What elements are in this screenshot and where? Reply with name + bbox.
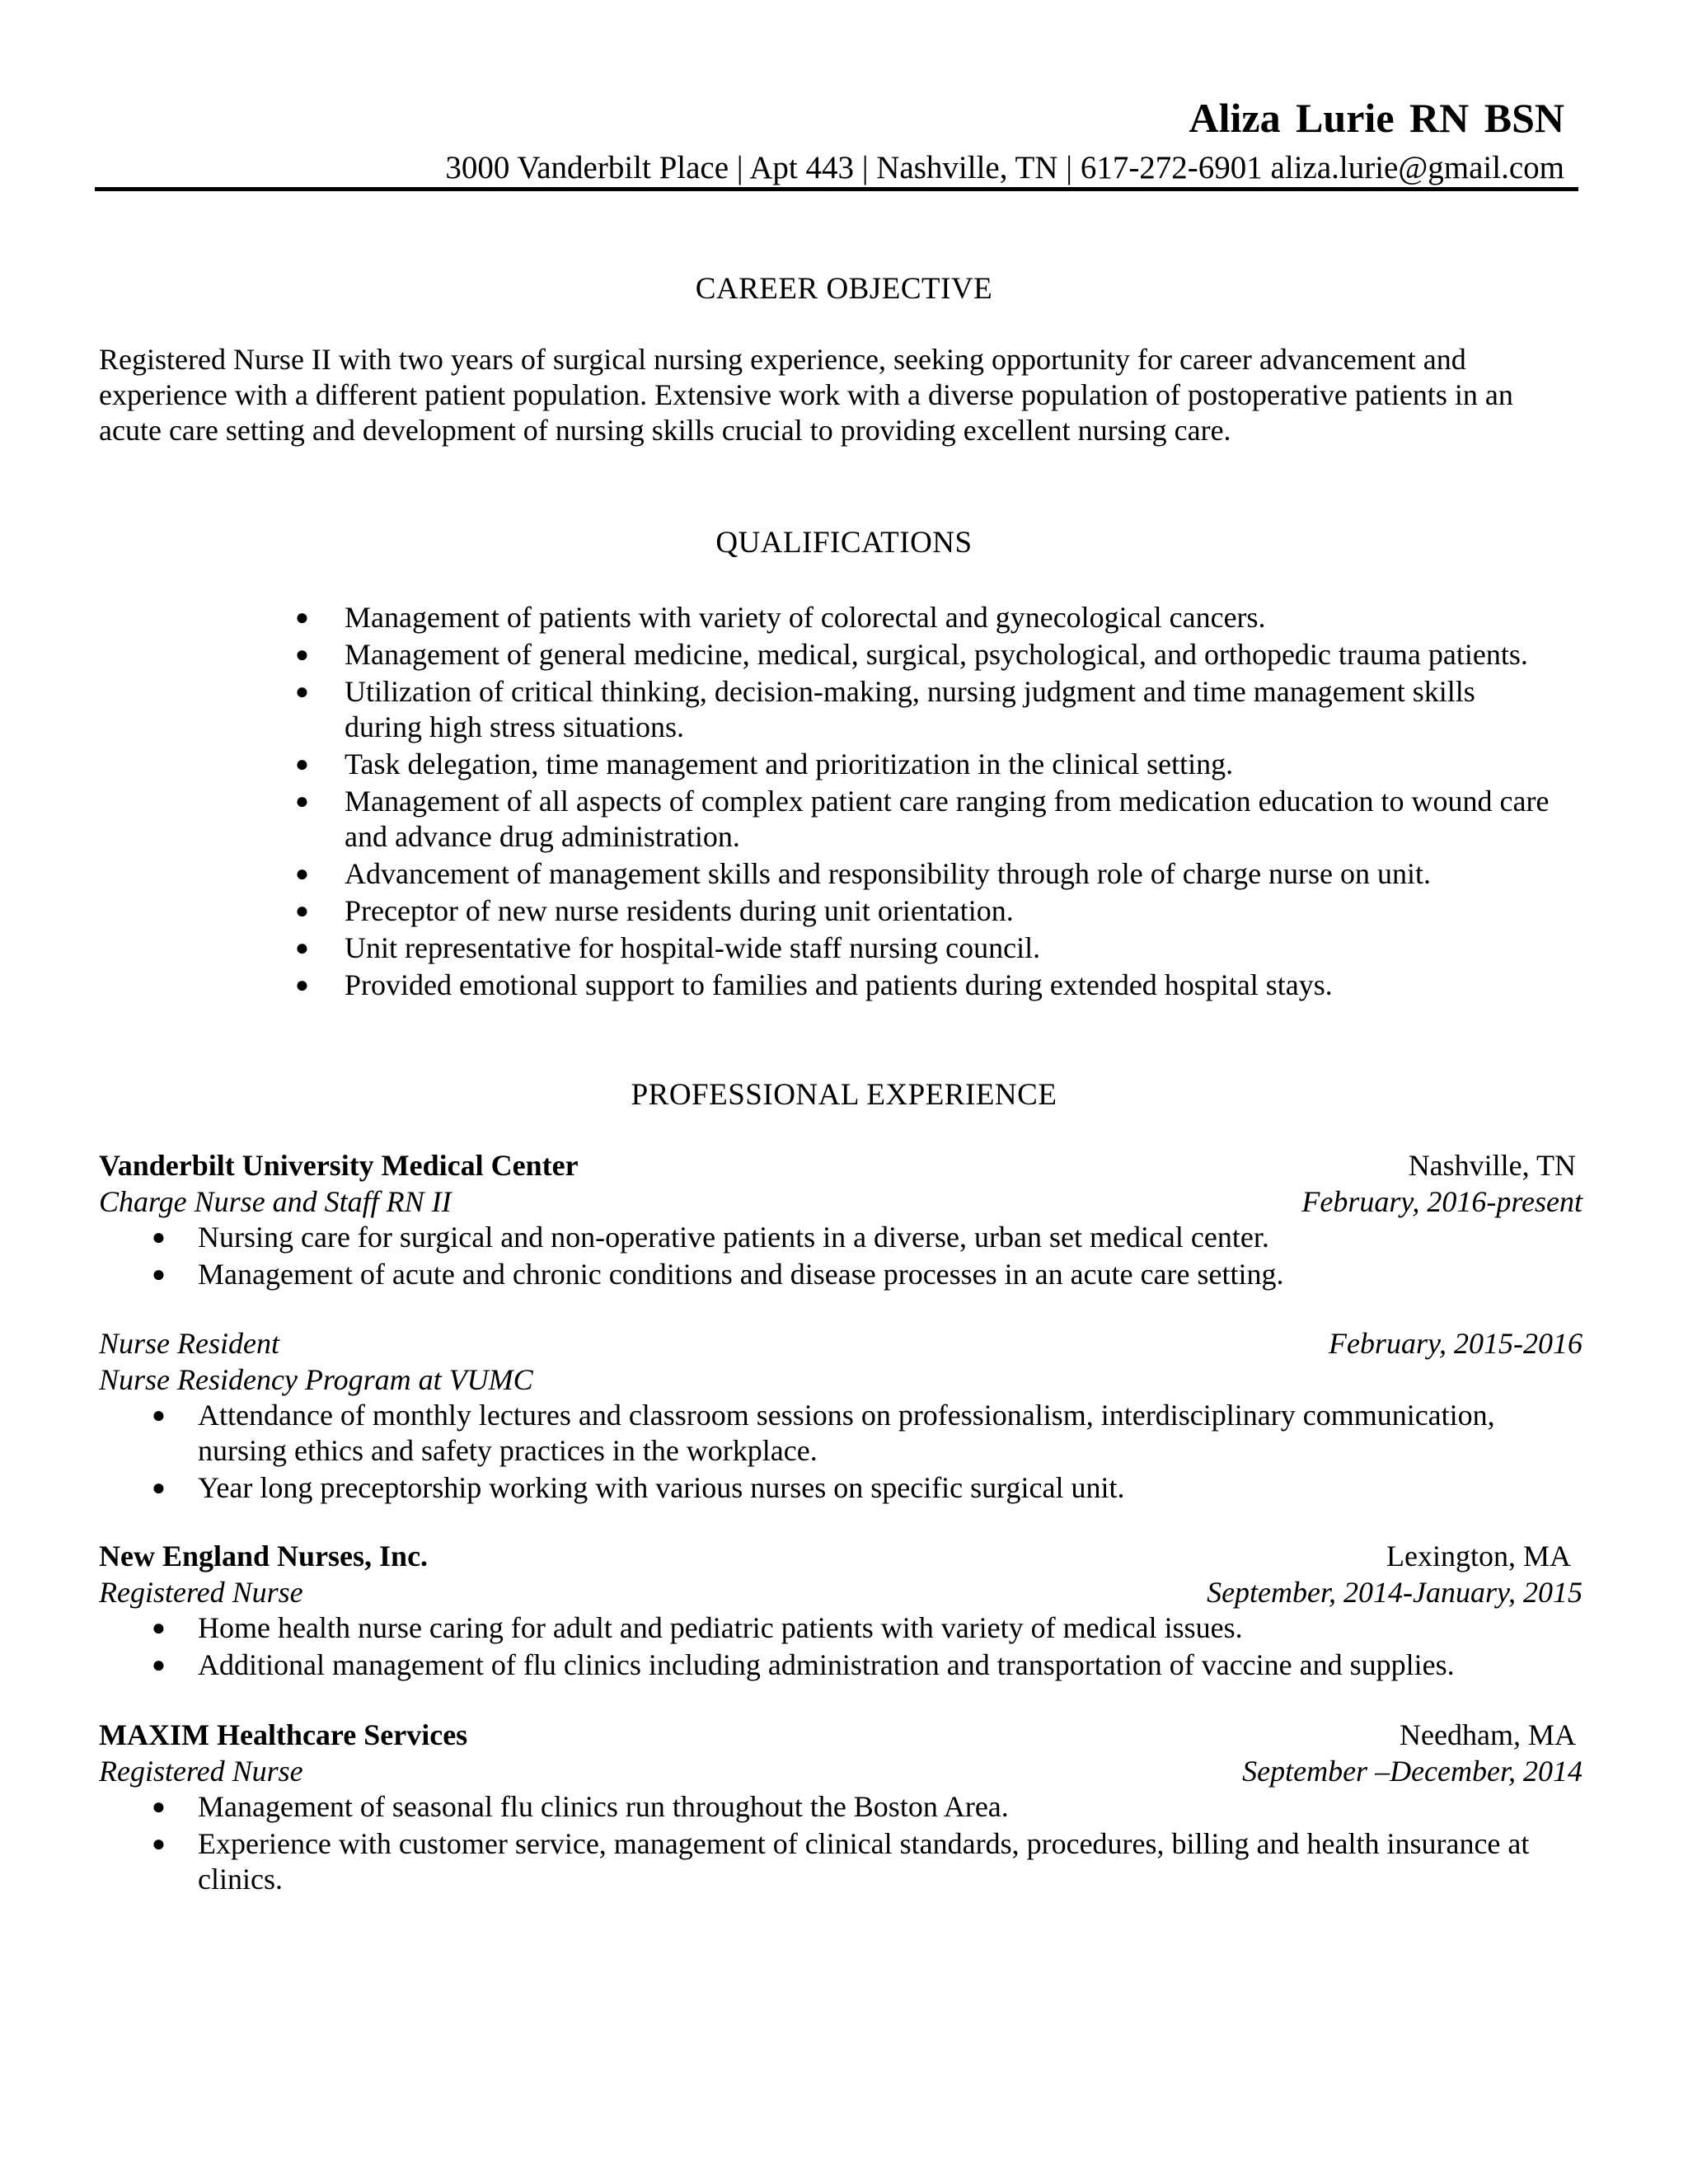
- list-item: [148, 1826, 1529, 1897]
- bullet-icon: ●: [152, 1652, 166, 1678]
- job-title-row-vumc: [99, 1183, 1582, 1220]
- bullet-icon: ●: [152, 1225, 166, 1250]
- job-title: Nurse Resident: [99, 1327, 279, 1360]
- job-title: Registered Nurse: [99, 1576, 303, 1609]
- list-item: [148, 1257, 1284, 1292]
- job-title-row-resident: [99, 1325, 1582, 1361]
- list-item: [297, 784, 1549, 855]
- resume-name: Aliza Lurie RN BSN: [1189, 95, 1564, 141]
- list-item: [297, 637, 1549, 673]
- job-header-maxim: [99, 1717, 1582, 1753]
- list-item-text: nursing ethics and safety practices in the workplace.: [198, 1434, 818, 1467]
- job-header-newengland: [99, 1538, 1582, 1574]
- bullet-icon: ●: [295, 605, 309, 630]
- job-title: Charge Nurse and Staff RN II: [99, 1185, 452, 1218]
- list-item-text: Attendance of monthly lectures and classroom sessions on professionalism, interdisciplinary communication,: [198, 1399, 1495, 1432]
- bullet-icon: ●: [295, 789, 309, 814]
- list-item-text: Utilization of critical thinking, decision-making, nursing judgment and time management skills: [345, 675, 1475, 708]
- bullet-icon: ●: [295, 972, 309, 998]
- list-item: [297, 747, 1549, 782]
- list-item-text: clinics.: [198, 1863, 283, 1896]
- list-item: [297, 600, 1549, 635]
- header-divider: [95, 187, 1578, 191]
- bullet-icon: ●: [295, 935, 309, 961]
- employer-name: MAXIM Healthcare Services: [99, 1718, 468, 1751]
- objective-paragraph: [99, 342, 1582, 448]
- bullet-icon: ●: [295, 752, 309, 777]
- job-dates: February, 2016-present: [1301, 1185, 1582, 1218]
- job-bullets-maxim: [148, 1789, 1529, 1899]
- list-item-text: during high stress situations.: [345, 710, 684, 743]
- list-item-text: Management of seasonal flu clinics run throughout the Boston Area.: [198, 1790, 1009, 1823]
- list-item: [297, 968, 1549, 1003]
- employer-name: New England Nurses, Inc.: [99, 1540, 429, 1572]
- job-bullets-newengland: [148, 1610, 1455, 1685]
- objective-line: experience with a different patient population. Extensive work with a diverse population of postoperative patients in an: [99, 378, 1513, 411]
- list-item: [148, 1647, 1455, 1683]
- list-item-text: Management of all aspects of complex patient care ranging from medication education to wound care: [345, 785, 1550, 818]
- list-item: [297, 893, 1549, 929]
- contact-line: 3000 Vanderbilt Place | Apt 443 | Nashville, TN | 617-272-6901 aliza.lurie@gmail.com: [445, 150, 1564, 185]
- list-item-text: Experience with customer service, management of clinical standards, procedures, billing and health insurance at: [198, 1827, 1530, 1860]
- bullet-icon: ●: [295, 898, 309, 924]
- list-item: [148, 1470, 1495, 1506]
- job-dates: February, 2015-2016: [1329, 1327, 1582, 1360]
- objective-line: acute care setting and development of nursing skills crucial to providing excellent nursing care.: [99, 414, 1231, 447]
- list-item: [297, 930, 1549, 966]
- job-title-row-maxim: [99, 1753, 1582, 1789]
- bullet-icon: ●: [152, 1403, 166, 1428]
- list-item-text: Nursing care for surgical and non-operative patients in a diverse, urban set medical center.: [198, 1221, 1269, 1254]
- list-item-text: and advance drug administration.: [345, 820, 740, 853]
- list-item-text: Provided emotional support to families and patients during extended hospital stays.: [345, 968, 1333, 1001]
- job-dates: September, 2014-January, 2015: [1207, 1576, 1582, 1609]
- bullet-icon: ●: [152, 1615, 166, 1641]
- list-item: [297, 856, 1549, 892]
- list-item: [148, 1398, 1495, 1469]
- list-item: [297, 674, 1549, 745]
- qualifications-heading: QUALIFICATIONS: [715, 526, 973, 560]
- list-item: [148, 1789, 1529, 1825]
- list-item-text: Additional management of flu clinics including administration and transportation of vaccine and supplies.: [198, 1648, 1455, 1681]
- list-item-text: Year long preceptorship working with various nurses on specific surgical unit.: [198, 1471, 1125, 1504]
- job-location: Lexington, MA: [1386, 1540, 1571, 1572]
- objective-line: Registered Nurse II with two years of surgical nursing experience, seeking opportunity for career advancement and: [99, 343, 1466, 376]
- bullet-icon: ●: [152, 1475, 166, 1501]
- list-item-text: Advancement of management skills and responsibility through role of charge nurse on unit.: [345, 857, 1432, 890]
- job-location: Nashville, TN: [1408, 1149, 1576, 1182]
- bullet-icon: ●: [295, 861, 309, 887]
- job-header-vumc: [99, 1147, 1582, 1183]
- job-dates: September –December, 2014: [1242, 1755, 1582, 1788]
- objective-heading: CAREER OBJECTIVE: [695, 272, 993, 306]
- list-item: [148, 1610, 1455, 1646]
- experience-heading: PROFESSIONAL EXPERIENCE: [631, 1078, 1057, 1112]
- list-item-text: Preceptor of new nurse residents during unit orientation.: [345, 894, 1014, 927]
- list-item-text: Unit representative for hospital-wide staff nursing council.: [345, 931, 1041, 964]
- job-location: Needham, MA: [1400, 1718, 1576, 1751]
- program-row-resident: [99, 1361, 1582, 1398]
- list-item-text: Management of patients with variety of colorectal and gynecological cancers.: [345, 601, 1266, 634]
- list-item-text: Home health nurse caring for adult and pediatric patients with variety of medical issues.: [198, 1611, 1243, 1644]
- employer-name: Vanderbilt University Medical Center: [99, 1149, 579, 1182]
- list-item: [148, 1220, 1284, 1255]
- bullet-icon: ●: [295, 642, 309, 668]
- job-title: Registered Nurse: [99, 1755, 303, 1788]
- bullet-icon: ●: [152, 1262, 166, 1287]
- job-bullets-resident: [148, 1398, 1495, 1507]
- list-item-text: Management of general medicine, medical, surgical, psychological, and orthopedic trauma patients.: [345, 638, 1528, 671]
- program-name: Nurse Residency Program at VUMC: [99, 1363, 533, 1396]
- bullet-icon: ●: [152, 1831, 166, 1857]
- qualifications-list: [297, 600, 1549, 1005]
- list-item-text: Management of acute and chronic conditions and disease processes in an acute care setting.: [198, 1258, 1284, 1291]
- bullet-icon: ●: [295, 679, 309, 705]
- job-title-row-newengland: [99, 1574, 1582, 1610]
- list-item-text: Task delegation, time management and prioritization in the clinical setting.: [345, 748, 1234, 780]
- bullet-icon: ●: [152, 1794, 166, 1820]
- job-bullets-vumc: [148, 1220, 1284, 1294]
